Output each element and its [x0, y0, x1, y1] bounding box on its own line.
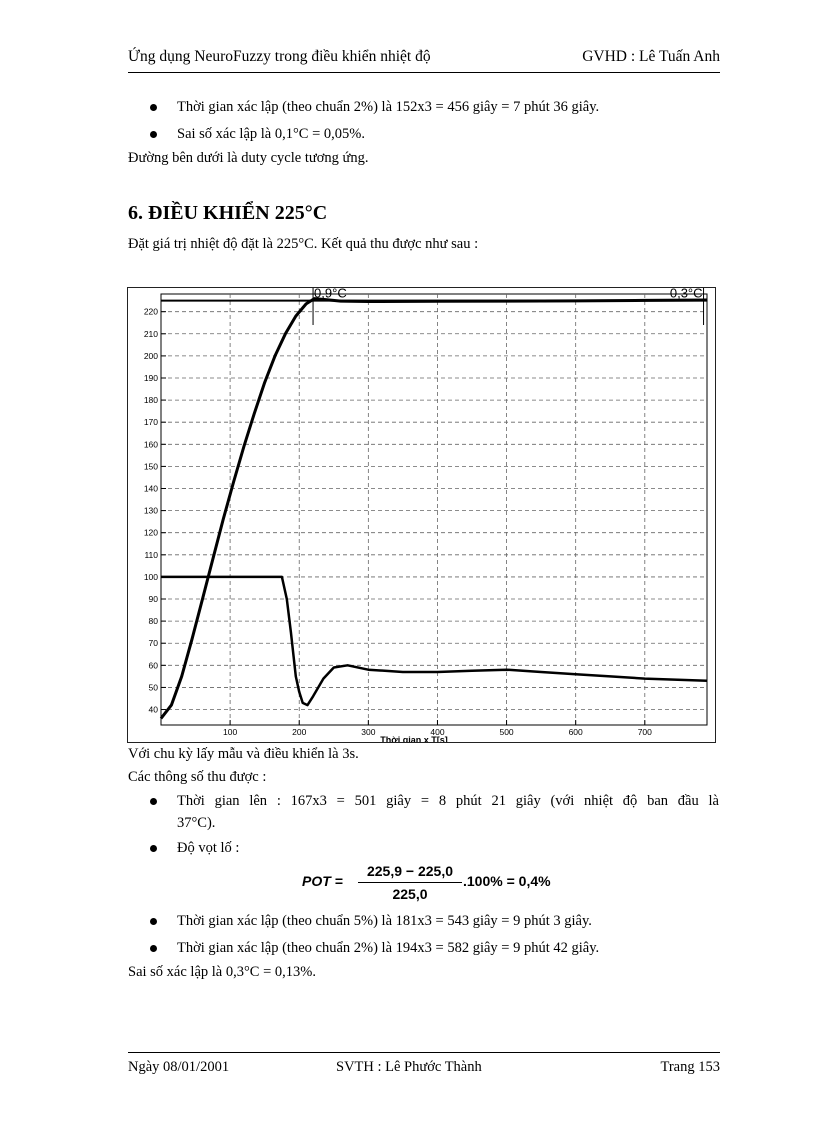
formula-numerator: 225,9 − 225,0: [366, 863, 454, 879]
steady-error-line: Sai số xác lập là 0,3°C = 0,13%.: [128, 964, 316, 980]
y-tick-label: 160: [143, 439, 158, 450]
y-tick-label: 70: [148, 638, 158, 649]
header-advisor: GVHD : Lê Tuấn Anh: [582, 48, 720, 65]
y-tick-label: 60: [148, 660, 158, 671]
y-tick-label: 220: [143, 306, 158, 317]
y-tick-label: 90: [148, 594, 158, 605]
footer-rule: [128, 1052, 720, 1053]
params-line: Các thông số thu được :: [128, 769, 267, 785]
settle-bullet-2: Thời gian xác lập (theo chuẩn 2%) là 194x3 = 582 giây = 9 phút 42 giây.: [177, 940, 600, 956]
header-rule: [128, 72, 720, 73]
section-intro: Đặt giá trị nhiệt độ đặt là 225°C. Kết quả thu được như sau :: [128, 236, 479, 252]
x-tick-label: 200: [292, 727, 307, 737]
y-tick-label: 110: [144, 549, 158, 560]
x-tick-label: 400: [430, 727, 445, 737]
x-tick-label: 300: [361, 727, 376, 737]
y-tick-label: 80: [148, 616, 158, 627]
formula-rhs: .100% = 0,4%: [463, 873, 551, 889]
sampling-line: Với chu kỳ lấy mẫu và điều khiển là 3s.: [128, 746, 359, 762]
y-tick-label: 150: [143, 461, 158, 472]
intro-line: Đường bên dưới là duty cycle tương ứng.: [128, 150, 369, 166]
bullet-dot: [150, 945, 157, 952]
cursor-label: 0,3°C: [669, 288, 703, 301]
cursor-label: 0,9°C: [314, 288, 347, 301]
overshoot-label: Độ vọt lố :: [177, 840, 240, 856]
rise-time-cont: 37°C).: [177, 815, 216, 831]
y-tick-label: 100: [143, 571, 158, 582]
chart-frame: [127, 287, 716, 743]
x-tick-label: 100: [223, 727, 238, 737]
y-tick-label: 190: [143, 372, 158, 383]
y-tick-label: 50: [148, 682, 158, 693]
bullet-dot: [150, 131, 157, 138]
y-tick-label: 130: [143, 505, 158, 516]
formula-lhs: POT =: [302, 873, 343, 889]
y-tick-label: 180: [143, 395, 158, 406]
x-tick-label: 500: [499, 727, 514, 737]
y-tick-label: 210: [143, 328, 158, 339]
x-tick-label: 600: [568, 727, 583, 737]
y-tick-label: 40: [148, 704, 158, 715]
x-tick-label: 700: [637, 727, 652, 737]
intro-bullet-2: Sai số xác lập là 0,1°C = 0,05%.: [177, 126, 365, 142]
bullet-dot: [150, 798, 157, 805]
settle-bullet-1: Thời gian xác lập (theo chuẩn 5%) là 181x3 = 543 giây = 9 phút 3 giây.: [177, 913, 592, 929]
bullet-dot: [150, 918, 157, 925]
y-tick-label: 200: [143, 350, 158, 361]
footer-page: Trang 153: [660, 1059, 720, 1075]
header-title: Ứng dụng NeuroFuzzy trong điều khiển nhiệt độ: [128, 48, 431, 65]
plot-area: [161, 294, 707, 725]
chart: [128, 288, 716, 743]
footer-student: SVTH : Lê Phước Thành: [336, 1059, 482, 1075]
bullet-dot: [150, 845, 157, 852]
intro-bullet-1: Thời gian xác lập (theo chuẩn 2%) là 152x3 = 456 giây = 7 phút 36 giây.: [177, 99, 600, 115]
bullet-dot: [150, 104, 157, 111]
section-title: 6. ĐIỀU KHIỂN 225°C: [128, 202, 328, 224]
footer-date: Ngày 08/01/2001: [128, 1059, 230, 1075]
rise-time-line: Thời gian lên : 167x3 = 501 giây = 8 phút 21 giây (với nhiệt độ ban đầu là: [177, 793, 719, 809]
y-tick-label: 120: [143, 527, 158, 538]
y-tick-label: 170: [143, 417, 158, 428]
y-tick-label: 140: [143, 483, 158, 494]
fraction-bar: [358, 882, 462, 883]
x-axis-label: Thời gian x T[s]: [380, 735, 448, 744]
formula-denominator: 225,0: [392, 886, 428, 902]
